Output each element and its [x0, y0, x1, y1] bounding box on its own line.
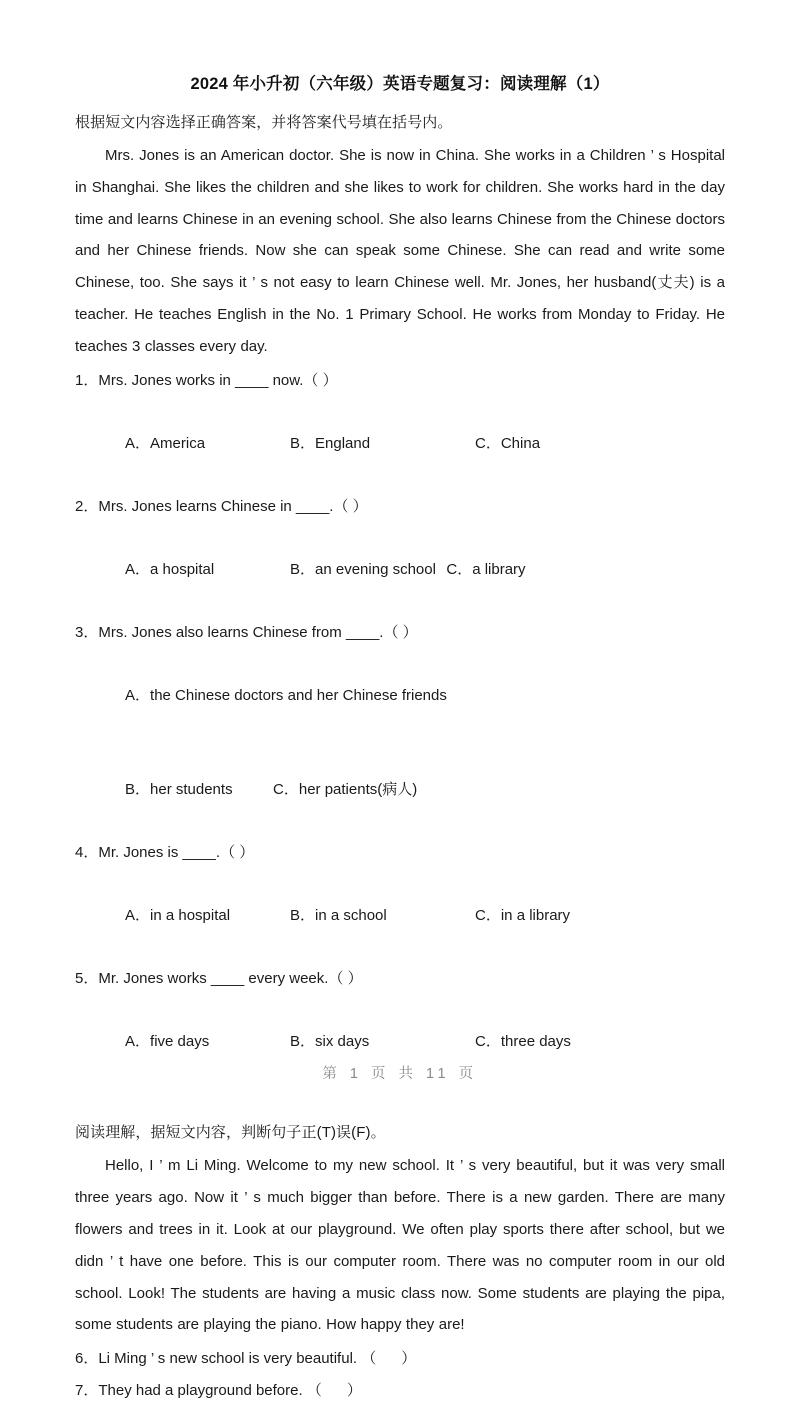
question-options-4	[75, 869, 725, 964]
section-two-instruction: 阅读理解，据短文内容，判断句子正(T)误(F)。	[75, 1124, 386, 1142]
document-body	[75, 72, 725, 1406]
option-3-b[interactable]: B．her students	[125, 781, 233, 799]
option-1-a[interactable]: A．America	[125, 434, 206, 452]
option-2-c[interactable]: C．a library	[446, 560, 526, 578]
option-3-a[interactable]: A．the Chinese doctors and her Chinese friends	[125, 686, 447, 704]
question-stem-5: 5．Mr. Jones works ____ every week.（ ）	[75, 970, 363, 988]
question-options-2	[75, 522, 725, 617]
question-stem-4: 4．Mr. Jones is ____.（ ）	[75, 844, 255, 862]
section-one-passage: Mrs. Jones is an American doctor. She is now in China. She works in a Children ’ s Hospital in Shanghai. She likes the children and she likes to work for children. She works hard in the day time and learns Chinese in an evening school. She also learns Chinese from the Chinese doctors and her Chinese friends. Now she can speak some Chinese. She can read and write some Chinese, too. She says it ’ s not easy to learn Chinese well. Mr. Jones, her husband(丈夫) is a teacher. He teaches English in the No. 1 Primary School. He works from Monday to Friday. He teaches 3 classes every day.	[75, 147, 725, 355]
question-stem-1: 1．Mrs. Jones works in ____ now.（ ）	[75, 371, 338, 389]
option-5-c[interactable]: C．three days	[475, 1033, 571, 1051]
question-options-3-line-2	[75, 743, 725, 838]
section-divider	[75, 1089, 725, 1121]
option-5-b[interactable]: B．six days	[290, 1033, 370, 1051]
section-one-instruction: 根据短文内容选择正确答案，并将答案代号填在括号内。	[75, 113, 453, 131]
question-stem-6: 6．Li Ming ’ s new school is very beautiful. （ ）	[75, 1350, 417, 1368]
option-4-c[interactable]: C．in a library	[475, 907, 571, 925]
option-4-a[interactable]: A．in a hospital	[125, 907, 231, 925]
option-1-b[interactable]: B．England	[290, 434, 371, 452]
option-3-c[interactable]: C．her patients(病人)	[273, 781, 418, 799]
page-title: 2024 年小升初（六年级）英语专题复习：阅读理解（1）	[190, 75, 610, 93]
question-options-1	[75, 396, 725, 491]
option-1-c[interactable]: C．China	[475, 434, 541, 452]
question-stem-3: 3．Mrs. Jones also learns Chinese from ____.（ ）	[75, 623, 418, 641]
question-stem-2: 2．Mrs. Jones learns Chinese in ____.（ ）	[75, 497, 368, 515]
question-options-3-line-1	[75, 648, 725, 743]
option-2-b[interactable]: B．an evening school	[290, 560, 436, 578]
page-footer: 第 1 页 共 11 页	[322, 1066, 478, 1082]
option-4-b[interactable]: B．in a school	[290, 907, 387, 925]
section-two-passage: Hello, I ’ m Li Ming. Welcome to my new school. It ’ s very beautiful, but it was very small three years ago. Now it ’ s much bigger than before. There is a new garden. There are many flowers and trees in it. Look at our playground. We often play sports there after school, but we didn ’ t have one before. This is our computer room. There was no computer room in our old school. Look! The students are having a music class now. Some students are playing the pipa, some students are playing the piano. How happy they are!	[75, 1157, 725, 1334]
option-5-a[interactable]: A．five days	[125, 1033, 210, 1051]
option-2-a[interactable]: A．a hospital	[125, 560, 215, 578]
question-stem-7: 7．They had a playground before. （ ）	[75, 1381, 362, 1399]
